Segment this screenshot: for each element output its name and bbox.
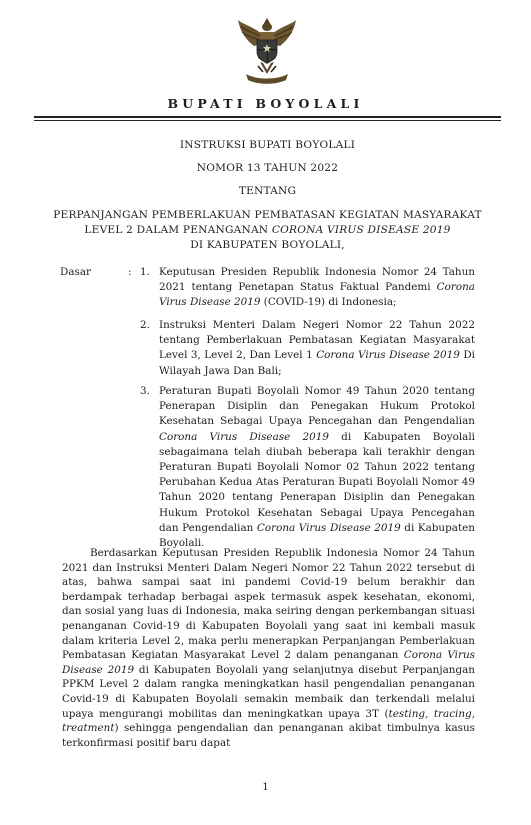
dasar-item-1-text — [159, 265, 475, 311]
body-paragraph-part-1: Berdasarkan Keputusan Presiden Republik Indonesia Nomor 24 Tahun 2021 dan Instruksi Menteri Dalam Negeri Nomor 22 Tahun 2022 tersebut di atas, bahwa sampai saat ini pandemi Covid-19 belum berakhir dan berdampak terhadap berbagai aspek termasuk aspek kesehatan, ekonomi, dan sosial yang luas di Indonesia, maka seiring dengan perkembangan situasi penanganan Covid-19 di Kabupaten Boyolali yang saat ini kembali masuk dalam kriteria Level 2, maka perlu menerapkan Perpanjangan Pemberlakuan Pembatasan Kegiatan Masyarakat Level 2 dalam penanganan — [62, 547, 475, 662]
dasar-item-3-text — [159, 384, 475, 551]
dasar-item-1-part-1: Keputusan Presiden Republik Indonesia Nomor 24 Tahun 2021 tentang Penetapan Status Faktual Pandemi — [159, 266, 475, 294]
dasar-item-1-italic: Corona Virus Disease 2019 — [159, 281, 475, 309]
instruction-title: INSTRUKSI BUPATI BOYOLALI — [179, 139, 356, 151]
dasar-label: Dasar — [60, 266, 92, 278]
subject-line-2-italic: CORONA VIRUS DISEASE 2019 — [271, 224, 451, 236]
dasar-item-2-italic: Corona Virus Disease 2019 — [316, 349, 460, 362]
dasar-item-3-number: 3. — [140, 385, 150, 397]
about-label: TENTANG — [238, 185, 297, 197]
dasar-item-2-number: 2. — [140, 319, 150, 331]
subject-line-3: DI KABUPATEN BOYOLALI, — [190, 239, 345, 251]
body-paragraph-part-2: di Kabupaten Boyolali yang selanjutnya disebut Perpanjangan PPKM Level 2 dalam rangka meningkatkan hasil pengendalian penanganan Covid-19 di Kabupaten Boyolali semakin membaik dan terkendali melalui upaya mengurangi mobilitas dan meningkatkan upaya 3T ( — [62, 663, 475, 720]
dasar-item-3-part-1: Peraturan Bupati Boyolali Nomor 49 Tahun 2020 tentang Penerapan Disiplin dan Penegakan Hukum Protokol Kesehatan Sebagai Upaya Pencegahan dan Pengendalian — [159, 385, 475, 428]
garuda-emblem-icon — [236, 16, 298, 86]
header-rule-thick — [34, 116, 501, 118]
body-paragraph-italic-2: testing, tracing, treatment — [62, 707, 476, 735]
dasar-item-3 — [140, 384, 475, 551]
dasar-colon: : — [128, 266, 132, 278]
body-paragraph-part-3: ) sehingga pengendalian dan penanganan akibat timbulnya kasus terkonfirmasi positif baru dapat — [62, 722, 475, 749]
dasar-item-2-text — [159, 318, 475, 379]
dasar-item-1 — [140, 265, 475, 311]
dasar-item-3-italic-1: Corona Virus Disease 2019 — [159, 430, 329, 443]
dasar-item-3-part-3: di Kabupaten Boyolali. — [159, 521, 475, 550]
dasar-item-3-italic-2: Corona Virus Disease 2019 — [256, 521, 401, 534]
page-number: 1 — [262, 782, 269, 793]
dasar-item-3-part-2: di Kabupaten Boyolali sebagaimana telah diubah beberapa kali terakhir dengan Peraturan Bupati Boyolali Nomor 02 Tahun 2022 tentang Perubahan Kedua Atas Peraturan Bupati Boyolali Nomor 49 Tahun 2020 tentang Penerapan Disiplin dan Penegakan Hukum Protokol Kesehatan Sebagai Upaya Pencegahan dan Pengendalian — [159, 430, 475, 534]
regent-header-title: BUPATI BOYOLALI — [167, 96, 364, 111]
dasar-item-2-part-2: Di Wilayah Jawa Dan Bali; — [159, 349, 475, 377]
subject-line-1: PERPANJANGAN PEMBERLAKUAN PEMBATASAN KEGIATAN MASYARAKAT — [53, 209, 482, 221]
subject-line-2 — [40, 223, 495, 238]
instruction-number: NOMOR 13 TAHUN 2022 — [196, 162, 339, 174]
dasar-item-2-part-1: Instruksi Menteri Dalam Negeri Nomor 22 Tahun 2022 tentang Pemberlakuan Pembatasan Kegiatan Masyarakat Level 3, Level 2, Dan Level 1 — [159, 319, 475, 362]
dasar-item-1-number: 1. — [140, 266, 150, 278]
header-rule-thin — [34, 120, 501, 121]
subject-line-2-text: LEVEL 2 DALAM PENANGANAN — [84, 224, 272, 236]
body-paragraph-italic-1: Corona Virus Disease 2019 — [62, 649, 475, 676]
dasar-item-1-part-2: (COVID-19) di Indonesia; — [260, 296, 397, 309]
body-paragraph — [62, 546, 475, 750]
dasar-item-2 — [140, 318, 475, 379]
